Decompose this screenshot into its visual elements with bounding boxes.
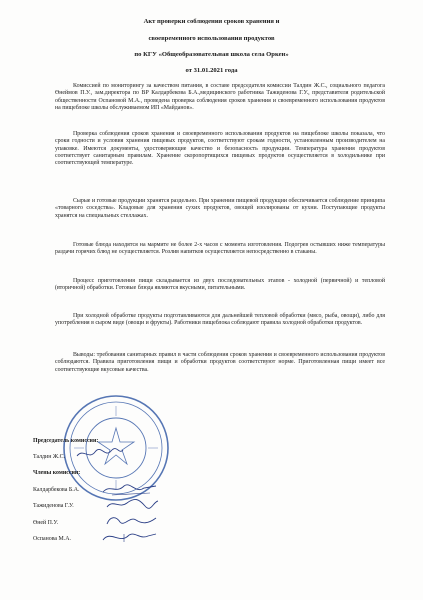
chair-name: Талдин Ж.С. (33, 454, 65, 460)
members-heading: Члены комиссии: (33, 470, 81, 476)
member-name: Тажиденова Г.У. (33, 503, 74, 509)
doc-title-line-3: по КГУ «Общеобразовательная школа села Оркен» (134, 51, 289, 58)
paragraph-cold-processing: При холодной обработке продукты подготавливаются для дальнейшей тепловой обработки (мясо, рыба, овощи), либо для употребления в сыром виде (овощи и фрукты). Работники пищеблока соблюдают правила холодной обработки продуктов. (55, 313, 385, 327)
doc-title-line-1: Акт проверки соблюдения сроков хранения и (143, 18, 280, 25)
member-name: Өней П.У. (33, 520, 59, 526)
chair-signature-icon (75, 446, 125, 462)
chair-heading: Председатель комиссии: (33, 438, 99, 444)
member-name: Оспанова М.А. (33, 536, 71, 542)
paragraph-cooking-process: Процесс приготовления пищи складывается из двух последовательных этапов - холодной (первичной) и тепловой (вторичной) обработки. Готовые блюда являются вкусными, питательными. (55, 278, 385, 292)
paragraph-conclusions: Выводы: требования санитарных правил в части соблюдения сроков хранения и своевременного использования продуктов соблюдаются. Правила приготовления пищи и обработки продуктов соответствуют норме. Приготовленная пищи имеет все соответствующие вкусовые качества. (55, 352, 385, 373)
paragraph-commission: Комиссией по мониторингу за качеством питания, в составе председателя комиссии Талдин Ж.С., социального педагога Өнеймов П.У., зам.директора по ВР Калдарбекова Б.А.,медицинского работника Тажиденова Г.У., представителя родительской общественности Оспановой М.А., проведена проверка соблюдения сроков хранения и своевременного использования продуктов на пищеблоке школы обслуживаемом ИП «Майданов». (55, 83, 385, 111)
doc-date: от 31.01.2021 года (185, 67, 238, 74)
member-name: Калдарбекова Б.А. (33, 487, 80, 493)
doc-title-line-2: своевременного использования продуктов (148, 35, 275, 42)
paragraph-ready-meals: Готовые блюда находятся на мармите не более 2-х часов с момента изготовления. Подогрев остывших ниже температуры раздачи горячих блюд не осуществляется. Розлив напитков осуществляется непосредственно в стаканы. (55, 242, 385, 256)
member-signature-icon (100, 528, 158, 546)
paragraph-storage-check: Проверка соблюдения сроков хранения и своевременного использования продуктов на пищеблоке школы показала, что сроки годности и условия хранения пищевых продуктов, соответствуют срокам годности, установленным производителем на упаковке. Имеются документы, удостоверяющие качество и безопасность продукции. Температура хранения продуктов соответствует санитарным правилам. Хранение скоропортящихся пищевых продуктов осуществляется в холодильнике при соответствующей температуре. (55, 131, 385, 167)
paragraph-separate-storage: Сырые и готовые продукции хранятся раздельно. При хранении пищевой продукции обеспечивается соблюдение принципа «товарного соседства». Кладовые для хранения сухих продуктов, овощей изолированы от кухни. Поступающие продукты хранятся на специальных стеллажах. (55, 198, 385, 219)
